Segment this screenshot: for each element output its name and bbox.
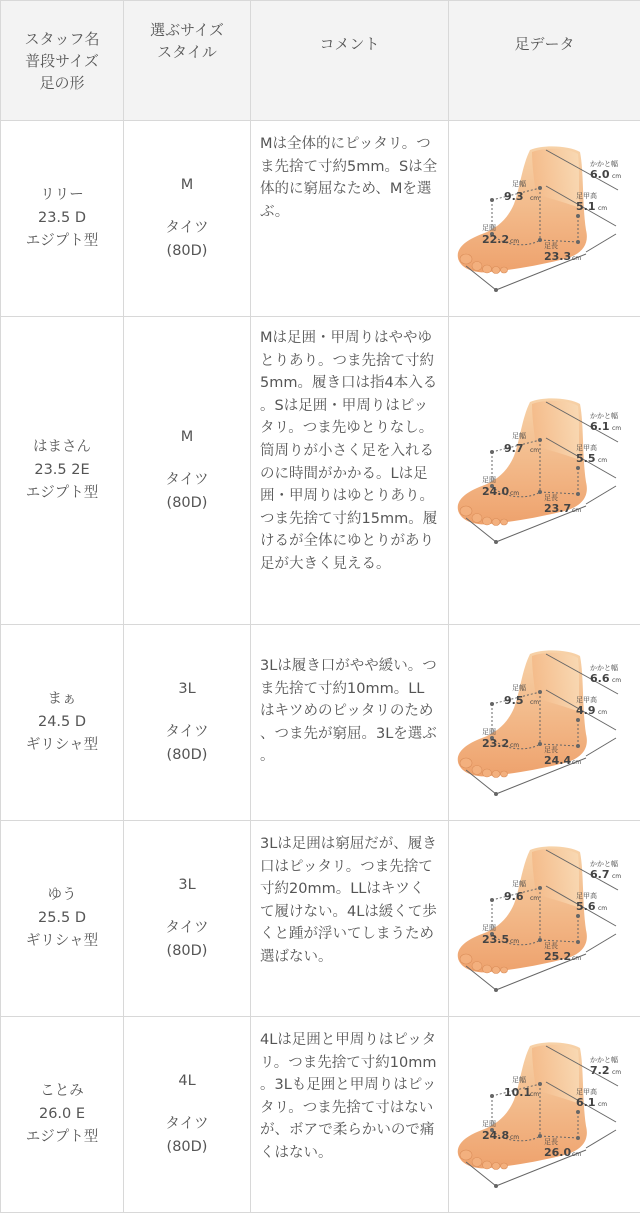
comment-cell bbox=[251, 1017, 449, 1213]
style-denier: (80D) bbox=[124, 1136, 250, 1159]
header-size-line1: 選ぶサイズ bbox=[124, 19, 250, 41]
heel-value: 6.1 bbox=[590, 420, 610, 433]
girth-value: 22.2 bbox=[482, 233, 509, 246]
heel-value: 6.0 bbox=[590, 168, 610, 181]
instep-label: 足甲高 bbox=[576, 695, 597, 704]
chosen-cell bbox=[124, 121, 251, 317]
heel-label: かかと幅 bbox=[590, 663, 618, 672]
instep-unit: cm bbox=[598, 205, 607, 212]
foot-diagram bbox=[452, 1038, 638, 1188]
girth-value: 23.5 bbox=[482, 933, 509, 946]
table-row bbox=[1, 821, 640, 1017]
foot-width-value: 9.5 bbox=[504, 694, 524, 707]
heel-value: 7.2 bbox=[590, 1064, 610, 1077]
girth-label: 足囲 bbox=[482, 923, 496, 932]
heel-label: かかと幅 bbox=[590, 411, 618, 420]
foot-shape: エジプト型 bbox=[1, 230, 123, 253]
table-row bbox=[1, 317, 640, 625]
chosen-size: 4L bbox=[124, 1070, 250, 1093]
comment-cell bbox=[251, 121, 449, 317]
style-denier: (80D) bbox=[124, 240, 250, 263]
header-comment bbox=[251, 1, 449, 121]
heel-unit: cm bbox=[612, 425, 621, 432]
foot-shape: ギリシャ型 bbox=[1, 734, 123, 757]
foot-data-cell bbox=[449, 1017, 640, 1213]
style-denier: (80D) bbox=[124, 744, 250, 767]
header-row bbox=[1, 1, 640, 121]
heel-value: 6.7 bbox=[590, 868, 610, 881]
foot-width-label: 足幅 bbox=[512, 179, 526, 188]
girth-value: 24.8 bbox=[482, 1129, 509, 1142]
comment-text: Mは足囲・甲周りはややゆとりあり。つま先捨て寸約5mm。履き口は指4本入る。Sは足囲・甲周りはピッタリ。つま先ゆとりなし。筒周りが小さく足を入れるのに時間がかかる。Lは足囲・甲周りはゆとりあり。つま先捨て寸約15mm。履けるが全体にゆとりがあり足が大きく見える。 bbox=[260, 327, 438, 576]
girth-label: 足囲 bbox=[482, 223, 496, 232]
length-label: 足長 bbox=[544, 241, 558, 250]
chosen-size: 3L bbox=[124, 678, 250, 701]
header-staff-line1: スタッフ名 bbox=[1, 28, 123, 50]
header-size-line2: スタイル bbox=[124, 41, 250, 63]
header-size bbox=[124, 1, 251, 121]
length-label: 足長 bbox=[544, 941, 558, 950]
foot-width-value: 9.7 bbox=[504, 442, 524, 455]
staff-cell bbox=[1, 625, 124, 821]
instep-label: 足甲高 bbox=[576, 191, 597, 200]
foot-width-unit: cm bbox=[530, 195, 539, 202]
girth-unit: cm bbox=[510, 238, 519, 245]
length-unit: cm bbox=[572, 507, 581, 514]
girth-label: 足囲 bbox=[482, 1119, 496, 1128]
girth-value: 24.0 bbox=[482, 485, 509, 498]
foot-width-value: 9.6 bbox=[504, 890, 524, 903]
comment-cell bbox=[251, 317, 449, 625]
foot-width-label: 足幅 bbox=[512, 879, 526, 888]
foot-data-cell bbox=[449, 121, 640, 317]
length-value: 23.7 bbox=[544, 502, 571, 515]
style-denier: (80D) bbox=[124, 940, 250, 963]
length-unit: cm bbox=[572, 759, 581, 766]
comment-cell bbox=[251, 821, 449, 1017]
header-foot bbox=[449, 1, 640, 121]
instep-value: 5.6 bbox=[576, 900, 596, 913]
comment-text: 3Lは履き口がやや緩い。つま先捨て寸約10mm。LLはキツめのピッタリのため、つま先が窮屈。3Lを選ぶ。 bbox=[260, 655, 438, 768]
comment-text: Mは全体的にピッタリ。つま先捨て寸約5mm。Sは全体的に窮屈なため、Mを選ぶ。 bbox=[260, 133, 438, 223]
staff-name: まぁ bbox=[1, 688, 123, 711]
length-unit: cm bbox=[572, 1151, 581, 1158]
foot-diagram bbox=[452, 646, 638, 796]
comment-text: 3Lは足囲は窮屈だが、履き口はピッタリ。つま先捨て寸約20mm。LLはキツくて履けない。4Lは緩くて歩くと踵が浮いてしまうため選ばない。 bbox=[260, 833, 438, 969]
heel-label: かかと幅 bbox=[590, 159, 618, 168]
staff-cell bbox=[1, 317, 124, 625]
staff-name: ことみ bbox=[1, 1080, 123, 1103]
heel-unit: cm bbox=[612, 873, 621, 880]
instep-unit: cm bbox=[598, 905, 607, 912]
staff-cell bbox=[1, 1017, 124, 1213]
header-foot-line1: 足データ bbox=[449, 33, 640, 55]
girth-unit: cm bbox=[510, 490, 519, 497]
chosen-size: M bbox=[124, 174, 250, 197]
staff-name: リリー bbox=[1, 184, 123, 207]
style-denier: (80D) bbox=[124, 492, 250, 515]
style-name: タイツ bbox=[124, 721, 250, 744]
staff-cell bbox=[1, 821, 124, 1017]
staff-name: はまさん bbox=[1, 436, 123, 459]
girth-value: 23.2 bbox=[482, 737, 509, 750]
heel-label: かかと幅 bbox=[590, 859, 618, 868]
foot-width-value: 10.1 bbox=[504, 1086, 531, 1099]
length-unit: cm bbox=[572, 255, 581, 262]
instep-value: 6.1 bbox=[576, 1096, 596, 1109]
instep-value: 5.5 bbox=[576, 452, 596, 465]
style-name: タイツ bbox=[124, 217, 250, 240]
instep-unit: cm bbox=[598, 709, 607, 716]
instep-label: 足甲高 bbox=[576, 891, 597, 900]
length-value: 23.3 bbox=[544, 250, 571, 263]
table-row bbox=[1, 1017, 640, 1213]
instep-unit: cm bbox=[598, 1101, 607, 1108]
foot-diagram bbox=[452, 394, 638, 544]
table-row bbox=[1, 625, 640, 821]
instep-label: 足甲高 bbox=[576, 443, 597, 452]
style-name: タイツ bbox=[124, 469, 250, 492]
chosen-size: M bbox=[124, 426, 250, 449]
usual-size: 25.5 D bbox=[1, 907, 123, 930]
usual-size: 23.5 2E bbox=[1, 459, 123, 482]
header-staff-line3: 足の形 bbox=[1, 72, 123, 94]
instep-unit: cm bbox=[598, 457, 607, 464]
foot-width-unit: cm bbox=[530, 699, 539, 706]
length-label: 足長 bbox=[544, 493, 558, 502]
girth-unit: cm bbox=[510, 1134, 519, 1141]
foot-width-label: 足幅 bbox=[512, 683, 526, 692]
staff-cell bbox=[1, 121, 124, 317]
usual-size: 23.5 D bbox=[1, 207, 123, 230]
foot-shape: エジプト型 bbox=[1, 1126, 123, 1149]
foot-shape: ギリシャ型 bbox=[1, 930, 123, 953]
heel-unit: cm bbox=[612, 1069, 621, 1076]
header-staff bbox=[1, 1, 124, 121]
header-comment-line1: コメント bbox=[251, 33, 448, 55]
girth-label: 足囲 bbox=[482, 475, 496, 484]
heel-label: かかと幅 bbox=[590, 1055, 618, 1064]
comment-text: 4Lは足囲と甲周りはピッタリ。つま先捨て寸約10mm。3Lも足囲と甲周りはピッタリ。つま先捨て寸はないが、ボアで柔らかいので痛くはない。 bbox=[260, 1029, 438, 1165]
foot-data-cell bbox=[449, 821, 640, 1017]
foot-width-unit: cm bbox=[530, 1091, 539, 1098]
girth-unit: cm bbox=[510, 742, 519, 749]
usual-size: 24.5 D bbox=[1, 711, 123, 734]
style-name: タイツ bbox=[124, 917, 250, 940]
foot-width-unit: cm bbox=[530, 447, 539, 454]
foot-diagram bbox=[452, 142, 638, 292]
length-label: 足長 bbox=[544, 1137, 558, 1146]
chosen-size: 3L bbox=[124, 874, 250, 897]
foot-shape: エジプト型 bbox=[1, 482, 123, 505]
heel-unit: cm bbox=[612, 677, 621, 684]
foot-width-label: 足幅 bbox=[512, 431, 526, 440]
heel-value: 6.6 bbox=[590, 672, 610, 685]
foot-data-cell bbox=[449, 317, 640, 625]
staff-name: ゆう bbox=[1, 884, 123, 907]
usual-size: 26.0 E bbox=[1, 1103, 123, 1126]
length-unit: cm bbox=[572, 955, 581, 962]
chosen-cell bbox=[124, 625, 251, 821]
instep-value: 4.9 bbox=[576, 704, 596, 717]
foot-diagram bbox=[452, 842, 638, 992]
chosen-cell bbox=[124, 821, 251, 1017]
header-staff-line2: 普段サイズ bbox=[1, 50, 123, 72]
length-value: 26.0 bbox=[544, 1146, 571, 1159]
chosen-cell bbox=[124, 1017, 251, 1213]
girth-unit: cm bbox=[510, 938, 519, 945]
heel-unit: cm bbox=[612, 173, 621, 180]
table-row bbox=[1, 121, 640, 317]
girth-label: 足囲 bbox=[482, 727, 496, 736]
foot-data-cell bbox=[449, 625, 640, 821]
style-name: タイツ bbox=[124, 1113, 250, 1136]
instep-label: 足甲高 bbox=[576, 1087, 597, 1096]
chosen-cell bbox=[124, 317, 251, 625]
length-label: 足長 bbox=[544, 745, 558, 754]
comment-cell bbox=[251, 625, 449, 821]
instep-value: 5.1 bbox=[576, 200, 596, 213]
length-value: 25.2 bbox=[544, 950, 571, 963]
foot-width-unit: cm bbox=[530, 895, 539, 902]
foot-width-value: 9.3 bbox=[504, 190, 524, 203]
length-value: 24.4 bbox=[544, 754, 571, 767]
foot-width-label: 足幅 bbox=[512, 1075, 526, 1084]
